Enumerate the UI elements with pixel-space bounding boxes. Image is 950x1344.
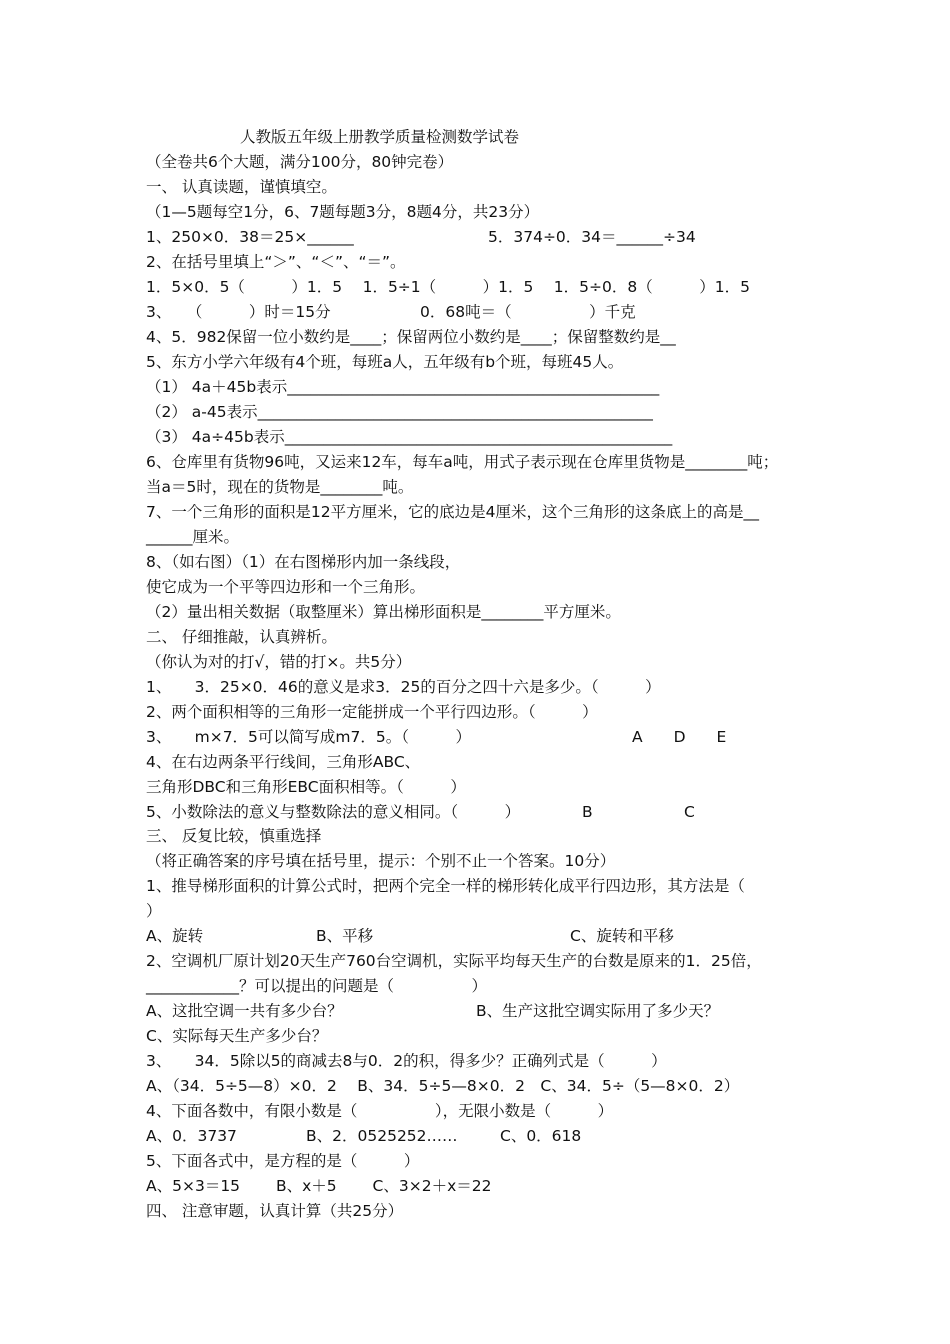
question-line: 2、在括号里填上“＞”、“＜”、“＝”。	[146, 253, 406, 271]
question-line: 三角形DBC和三角形EBC面积相等。（ ）	[146, 778, 466, 796]
question-line: 0．68吨＝（ ）千克	[420, 303, 636, 321]
figure-label: A D E	[632, 728, 727, 746]
question-line: （3） 4a÷45b表示__________________________________________________	[146, 428, 673, 446]
question-line: 8、（如右图）（1）在右图梯形内加一条线段，	[146, 553, 461, 571]
question-line: ______厘米。	[146, 528, 240, 546]
question-line: 3、 （ ）时＝15分	[146, 303, 331, 321]
option: A、旋转	[146, 927, 204, 945]
section-heading: 二、 仔细推敲，认真辨析。	[146, 628, 337, 646]
section-heading: 三、 反复比较，慎重选择	[146, 827, 322, 845]
question-line: 2、空调机厂原计划20天生产760台空调机，实际平均每天生产的台数是原来的1．25倍，	[146, 952, 762, 970]
question-line: 4、5．982保留一位小数约是____；保留两位小数约是____；保留整数约是__	[146, 328, 676, 346]
text-line: （全卷共6个大题，满分100分，80钟完卷）	[146, 153, 454, 171]
question-line: 当a＝5时，现在的货物是________吨。	[146, 478, 414, 496]
text-line: （1—5题每空1分，6、7题每题3分，8题4分，共23分）	[146, 203, 540, 221]
option: A、5×3＝15 B、x＋5 C、3×2＋x＝22	[146, 1177, 492, 1195]
option: B、生产这批空调实际用了多少天？	[476, 1002, 720, 1020]
question-line: （1） 4a＋45b表示________________________________________________	[146, 378, 660, 396]
question-line: 4、在右边两条平行线间，三角形ABC、	[146, 753, 421, 771]
exam-title: 人教版五年级上册教学质量检测数学试卷	[240, 128, 520, 146]
question-line: ）	[146, 902, 162, 920]
question-line: 5、东方小学六年级有4个班，每班a人，五年级有b个班，每班45人。	[146, 353, 624, 371]
option: B、平移	[316, 927, 374, 945]
option: C、0．618	[500, 1127, 582, 1145]
text-line: （将正确答案的序号填在括号里，提示：个别不止一个答案。10分）	[146, 852, 616, 870]
question-line: 4、下面各数中，有限小数是（ ），无限小数是（ ）	[146, 1102, 614, 1120]
question-line: 5．374÷0．34＝______÷34	[488, 228, 696, 246]
question-line: 1．5×0．5（ ）1．5 1．5÷1（ ）1．5 1．5÷0．8（ ）1．5	[146, 278, 750, 296]
option: B、2．0525252……	[306, 1127, 458, 1145]
figure-label: B	[582, 803, 593, 821]
question-line: 1、250×0．38＝25×______	[146, 228, 354, 246]
option: A、这批空调一共有多少台？	[146, 1002, 343, 1020]
question-line: 1、 3．25×0．46的意义是求3．25的百分之四十六是多少。（ ）	[146, 678, 661, 696]
question-line: （2）量出相关数据（取整厘米）算出梯形面积是________平方厘米。	[146, 603, 621, 621]
section-heading: 四、 注意审题，认真计算（共25分）	[146, 1202, 404, 1220]
question-line: 1、推导梯形面积的计算公式时，把两个完全一样的梯形转化成平行四边形，其方法是（	[146, 877, 745, 895]
question-line: 使它成为一个平等四边形和一个三角形。	[146, 578, 426, 596]
option: C、旋转和平移	[570, 927, 674, 945]
question-line: 5、小数除法的意义与整数除法的意义相同。（ ）	[146, 803, 521, 821]
question-line: 3、 34．5除以5的商减去8与0．2的积，得多少？正确列式是（ ）	[146, 1052, 667, 1070]
option: C、实际每天生产多少台？	[146, 1027, 328, 1045]
question-line: 3、 m×7．5可以简写成m7．5。（ ）	[146, 728, 471, 746]
question-line: 6、仓库里有货物96吨，又运来12车，每车a吨，用式子表示现在仓库里货物是________吨；	[146, 453, 779, 471]
figure-label: C	[684, 803, 695, 821]
question-line: 2、两个面积相等的三角形一定能拼成一个平行四边形。（ ）	[146, 703, 598, 721]
text-line: （你认为对的打√，错的打×。共5分）	[146, 653, 412, 671]
question-line: ____________？可以提出的问题是（ ）	[146, 977, 488, 995]
question-line: 7、一个三角形的面积是12平方厘米，它的底边是4厘米，这个三角形的这条底上的高是__	[146, 503, 759, 521]
option: A、0．3737	[146, 1127, 237, 1145]
option: A、（34．5÷5—8）×0．2 B、34．5÷5—8×0．2 C、34．5÷（5—8×0．2）	[146, 1077, 740, 1095]
question-line: 5、下面各式中，是方程的是（ ）	[146, 1152, 420, 1170]
question-line: （2） a-45表示___________________________________________________	[146, 403, 653, 421]
section-heading: 一、 认真读题，谨慎填空。	[146, 178, 337, 196]
